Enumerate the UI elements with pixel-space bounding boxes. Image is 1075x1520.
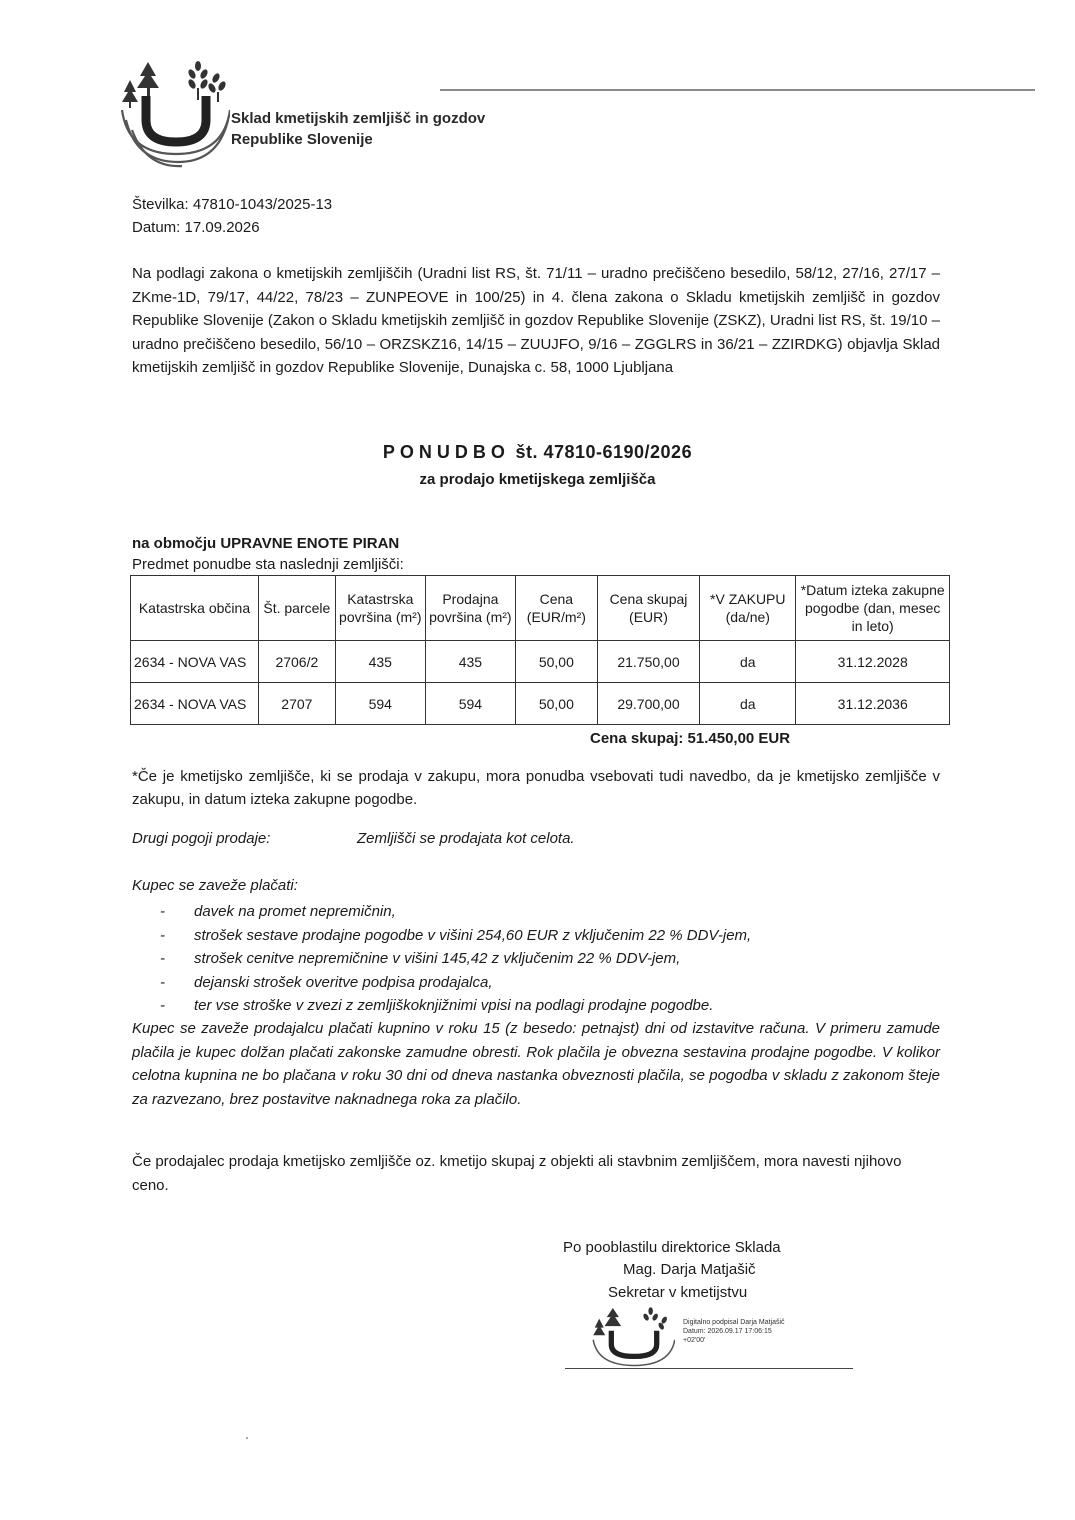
organization-name (231, 108, 485, 150)
offer-subtitle: za prodajo kmetijskega zemljišča (419, 471, 656, 488)
seller-note: Če prodajalec prodaja kmetijsko zemljišče oz. kmetijo skupaj z objekti ali stavbnim zemljiščem, mora navesti njihovo ceno. (132, 1153, 902, 1194)
header-leased: *V ZAKUPU (da/ne) (700, 576, 796, 641)
total-price: Cena skupaj: 51.450,00 EUR (590, 730, 791, 747)
payment-terms: Kupec se zaveže prodajalcu plačati kupnino v roku 15 (z besedo: petnajst) dni od izstavitve računa. V primeru zamude plačila je kupec dolžan plačati zakonske zamudne obresti. Rok plačila je obvezna sestavina prodajne pogodbe. V kolikor celotna kupnina ne bo plačana v roku 30 dni od dneva nastanka obveznosti plačila, se pogodba v skladu z zakonom šteje za razvezano, brez postavitve naknadnega roka za plačilo. (132, 1020, 940, 1108)
document-meta (132, 193, 332, 239)
offer-title (0, 442, 1075, 463)
cell-municipality: 2634 - NOVA VAS (131, 641, 259, 683)
table-row (131, 683, 950, 725)
cell-total: 21.750,00 (597, 641, 699, 683)
header-price-per-m2: Cena (EUR/m²) (515, 576, 597, 641)
digital-signature-date: Datum: 2026.09.17 17:06:15 (683, 1328, 772, 1335)
header-cadastral-area: Katastrska površina (m²) (335, 576, 425, 641)
list-item: - dejanski strošek overitve podpisa prodajalca, (160, 973, 493, 991)
administrative-area: na območju UPRAVNE ENOTE PIRAN (132, 535, 400, 552)
header-lease-expiry: *Datum izteka zakupne pogodbe (dan, mesec in leto) (796, 576, 950, 641)
header-cadastral-municipality: Katastrska občina (131, 576, 259, 641)
buyer-obligations-list (160, 900, 751, 1018)
offer-title-number: št. 47810-6190/2026 (515, 442, 693, 462)
cell-cadastral-area: 435 (335, 641, 425, 683)
header-total-price: Cena skupaj (EUR) (597, 576, 699, 641)
cell-parcel: 2707 (258, 683, 335, 725)
table-header-row (131, 576, 950, 641)
cell-leased: da (700, 683, 796, 725)
organization-name-line1: Sklad kmetijskih zemljišč in gozdov (231, 110, 486, 127)
cell-municipality: 2634 - NOVA VAS (131, 683, 259, 725)
cell-sale-area: 435 (425, 641, 515, 683)
header-parcel-number: Št. parcele (258, 576, 335, 641)
cell-lease-expiry: 31.12.2028 (796, 641, 950, 683)
other-conditions-label: Drugi pogoji prodaje: (132, 830, 271, 847)
list-item: - strošek cenitve nepremičnine v višini 145,42 z vključenim 22 % DDV-jem, (160, 950, 681, 967)
header-logo-block (118, 58, 518, 168)
cell-lease-expiry: 31.12.2036 (796, 683, 950, 725)
digital-signature-offset: +02'00' (683, 1337, 706, 1344)
digital-signature-info (683, 1318, 785, 1345)
lease-note: *Če je kmetijsko zemljišče, ki se prodaja v zakupu, mora ponudba vsebovati tudi navedbo, da je kmetijsko zemljišče v zakupu, in datum izteka zakupne pogodbe. (132, 768, 940, 808)
cell-sale-area: 594 (425, 683, 515, 725)
intro-paragraph: Na podlagi zakona o kmetijskih zemljiščih (Uradni list RS, št. 71/11 – uradno prečiščeno besedilo, 58/12, 27/16, 27/17 – ZKme-1D, 79/17, 44/22, 78/23 – ZUNPEOVE in 100/25) in 4. člena zakona o Skladu kmetijskih zemljišč in gozdov Republike Slovenije (Zakon o Skladu kmetijskih zemljišč in gozdov Republike Slovenije (ZSKZ), Uradni list RS, št. 19/10 – uradno prečiščeno besedilo, 56/10 – ORZSKZ16, 14/15 – ZUUJFO, 9/16 – ZGGLRS in 36/21 – ZZIRDKG) objavlja Sklad kmetijskih zemljišč in gozdov Republike Slovenije, Dunajska c. 58, 1000 Ljubljana (132, 265, 940, 376)
list-item: - ter vse stroške v zvezi z zemljiškoknjižnimi vpisi na podlagi prodajne pogodbe. (160, 997, 714, 1014)
buyer-obligations-label: Kupec se zaveže plačati: (132, 877, 298, 894)
digital-signature-signer: Digitalno podpisal Darja Matjašič (683, 1319, 785, 1326)
offer-title-word: PONUDBO (382, 442, 510, 462)
list-item: - strošek sestave prodajne pogodbe v višini 254,60 EUR z vključenim 22 % DDV-jem, (160, 926, 752, 944)
document-number: Številka: 47810-1043/2025-13 (132, 196, 333, 213)
header-divider (440, 89, 1035, 91)
organization-name-line2: Republike Slovenije (231, 131, 373, 148)
cell-leased: da (700, 641, 796, 683)
signature-logo-icon (590, 1305, 675, 1367)
organization-logo-icon (118, 58, 230, 168)
signature-name: Mag. Darja Matjašič (623, 1261, 756, 1278)
header-sale-area: Prodajna površina (m²) (425, 576, 515, 641)
signature-line (565, 1368, 853, 1369)
offer-subject: Predmet ponudbe sta naslednji zemljišči: (132, 556, 404, 573)
table-row (131, 641, 950, 683)
scan-speck (246, 1437, 248, 1439)
document-date: Datum: 17.09.2026 (132, 219, 260, 236)
cell-parcel: 2706/2 (258, 641, 335, 683)
cell-price: 50,00 (515, 683, 597, 725)
cell-total: 29.700,00 (597, 683, 699, 725)
parcels-table (130, 575, 950, 725)
list-item: - davek na promet nepremičnin, (160, 903, 396, 920)
cell-price: 50,00 (515, 641, 597, 683)
signature-authority: Po pooblastilu direktorice Sklada (563, 1239, 781, 1256)
cell-cadastral-area: 594 (335, 683, 425, 725)
signature-position: Sekretar v kmetijstvu (608, 1284, 748, 1301)
other-conditions-value: Zemljišči se prodajata kot celota. (357, 830, 575, 847)
